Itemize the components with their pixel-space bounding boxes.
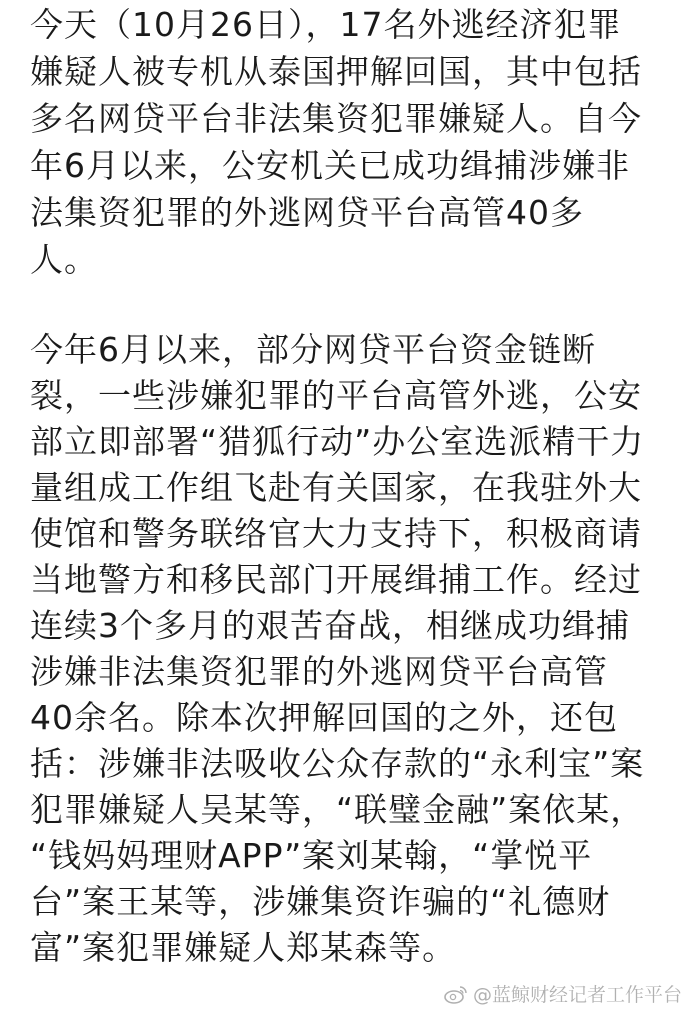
text-line: 今天（10月26日），17名外逃经济犯罪 — [30, 5, 622, 44]
text-line: “钱妈妈理财APP”案刘某翰，“掌悦平 — [30, 836, 593, 875]
text-line: 括：涉嫌非法吸收公众存款的“永利宝”案 — [30, 744, 645, 783]
text-line: 当地警方和移民部门开展缉捕工作。经过 — [30, 560, 642, 599]
text-line: 嫌疑人被专机从泰国押解回国，其中包括 — [30, 52, 642, 91]
text-line: 部立即部署“猎狐行动”办公室选派精干力 — [30, 422, 645, 461]
text-line: 多名网贷平台非法集资犯罪嫌疑人。自今 — [30, 99, 642, 138]
text-line: 裂，一些涉嫌犯罪的平台高管外逃，公安 — [30, 376, 642, 415]
text-line: 40余名。除本次押解回国的之外，还包 — [30, 698, 618, 737]
text-line: 犯罪嫌疑人吴某等，“联璧金融”案依某， — [30, 790, 645, 829]
watermark-text: @蓝鲸财经记者工作平台 — [472, 984, 682, 1006]
text-line: 富”案犯罪嫌疑人郑某森等。 — [30, 928, 457, 967]
text-line: 量组成工作组飞赴有关国家，在我驻外大 — [30, 468, 642, 507]
text-line: 涉嫌非法集资犯罪的外逃网贷平台高管 — [30, 652, 608, 691]
text-line: 台”案王某等，涉嫌集资诈骗的“礼德财 — [30, 882, 611, 921]
text-line: 法集资犯罪的外逃网贷平台高管40多 — [30, 193, 584, 232]
watermark — [443, 980, 682, 1007]
text-line: 人。 — [30, 240, 98, 279]
text-line: 年6月以来，公安机关已成功缉捕涉嫌非 — [30, 146, 630, 185]
text-line: 今年6月以来，部分网贷平台资金链断 — [30, 330, 596, 369]
text-line: 使馆和警务联络官大力支持下，积极商请 — [30, 514, 642, 553]
text-line: 连续3个多月的艰苦奋战，相继成功缉捕 — [30, 606, 630, 645]
weibo-logo-icon — [443, 983, 469, 1005]
